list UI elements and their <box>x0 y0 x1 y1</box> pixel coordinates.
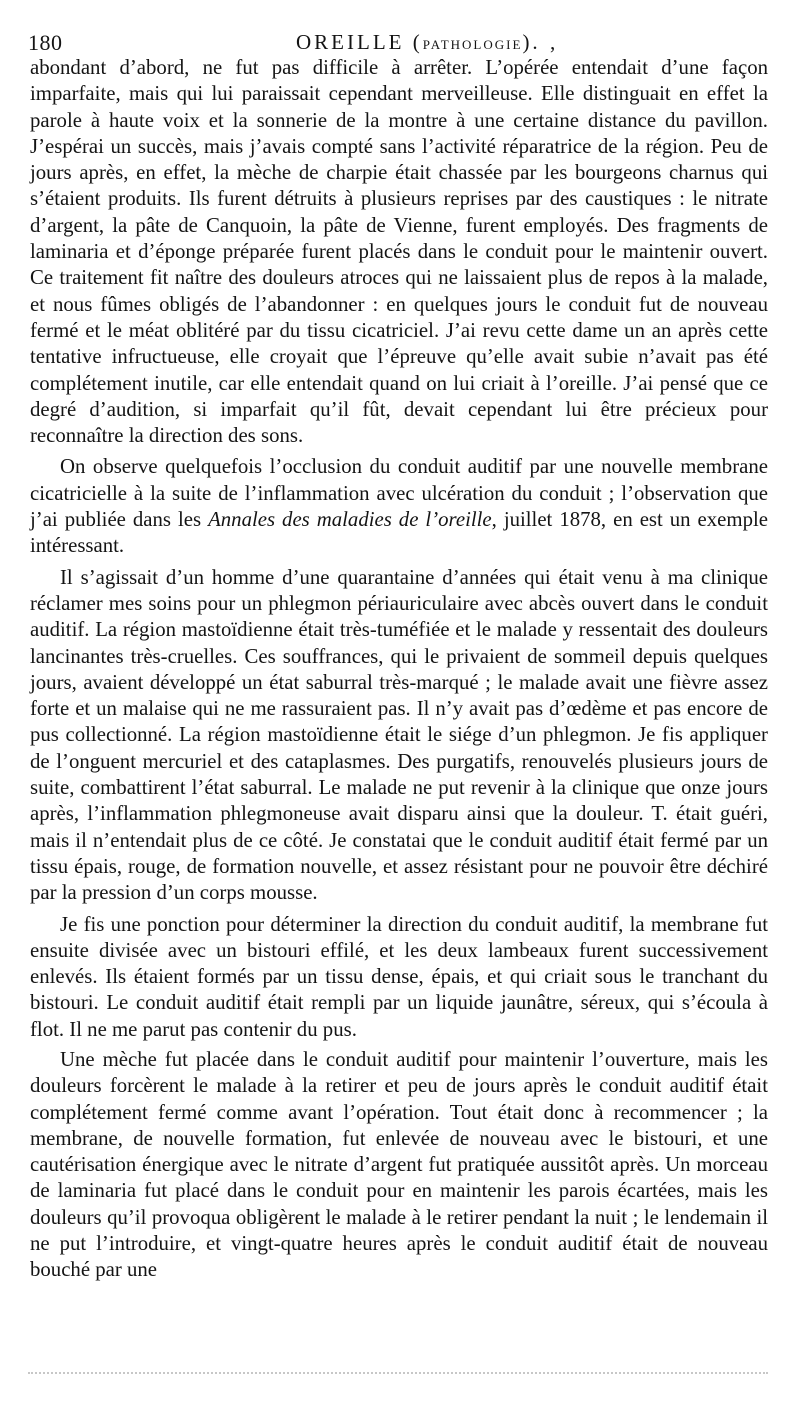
paragraph-case-report: Il s’agissait d’un homme d’une quarantaine d’années qui était venu à ma clinique réclamer mes soins pour un phlegmon périauriculaire avec abcès ouvert dans le conduit auditif. La région mastoïdienne était très-tuméfiée et le malade y ressentait des douleurs lancinantes très-cruelles. Ces souffrances, qui le privaient de sommeil depuis quelques jours, avaient développé un état saburral très-marqué ; le malade avait une fièvre assez forte et un malaise qui ne me rassuraient pas. Il n’y avait pas d’œdème et pas encore de pus collectionné. La région mastoïdienne était le siége d’un phlegmon. Je fis appliquer de l’onguent mercuriel et des cataplasmes. Des purgatifs, renouvelés plusieurs jours de suite, combattirent l’état saburral. Le malade ne put revenir à la clinique que onze jours après, l’inflammation phlegmoneuse avait disparu ainsi que la douleur. T. était guéri, mais il n’entendait plus de ce côté. Je constatai que le conduit auditif était fermé par un tissu épais, rouge, de formation nouvelle, et assez résistant pour ne pouvoir être déchiré par la pression d’un corps mousse. <box>30 565 768 905</box>
paragraph-wick: Une mèche fut placée dans le conduit auditif pour maintenir l’ouverture, mais les douleurs forcèrent le malade à la retirer et peu de jours après le conduit auditif était complétement fermé comme avant l’opération. Tout était donc à recommencer ; la membrane, de nouvelle formation, fut enlevée de nouveau avec le bistouri, et une cautérisation énergique avec le nitrate d’argent fut pratiquée aussitôt après. Un morceau de laminaria fut placé dans le conduit pour en maintenir les parois écartées, mais les douleurs qu’il provoqua obligèrent le malade à le retirer pendant la nuit ; le lendemain il ne put l’introduire, et vingt-quatre heures après le conduit auditif était de nouveau bouché par une <box>30 1047 768 1282</box>
paragraph-occlusion-end: , juillet 1878, en est un exemple intéressant. <box>30 508 768 558</box>
paragraph-occlusion-text: On observe quelquefois l’occlusion du conduit auditif par une nouvelle membrane cicatricielle à la suite de l’inflammation avec ulcération du conduit ; l’observation que j’ai publiée dans les <box>30 455 768 532</box>
page-number: 180 <box>28 30 63 55</box>
running-title-paren-open: ( <box>404 30 423 54</box>
paragraph-occlusion <box>30 454 768 559</box>
running-title-mark: ‚ <box>540 30 559 54</box>
running-title-paren-close: ). <box>522 30 541 54</box>
paragraph-puncture: Je fis une ponction pour déterminer la direction du conduit auditif, la membrane fut ensuite divisée avec un bistouri effilé, et les deux lambeaux furent successivement enlevés. Ils étaient formés par un tissu dense, épais, et qui criait sous le tranchant du bistouri. Le conduit auditif était rempli par un liquide jaunâtre, séreux, qui s’écoula à flot. Il ne me parut pas contenir du pus. <box>30 912 768 1041</box>
journal-title: Annales des maladies de l’oreille <box>208 508 492 532</box>
body-text <box>30 55 768 1284</box>
running-title-subtitle: PATHOLOGIE <box>422 37 523 52</box>
footer-rule <box>28 1372 768 1376</box>
paragraph-continuation: abondant d’abord, ne fut pas difficile à arrêter. L’opérée entendait d’une façon imparfaite, mais qui lui paraissait cependant merveilleuse. Elle distinguait en effet la parole à haute voix et la sonnerie de la montre à une certaine distance du pavillon. J’espérai un succès, mais j’avais compté sans l’activité réparatrice de la région. Peu de jours après, en effet, la mèche de charpie était chassée par les bourgeons charnus qui s’étaient produits. Ils furent détruits à plusieurs reprises par des caustiques : le nitrate d’argent, la pâte de Canquoin, la pâte de Vienne, furent employés. Des fragments de laminaria et d’éponge préparée furent placés dans le conduit pour le maintenir ouvert. Ce traitement fit naître des douleurs atroces qui ne laissaient plus de repos à la malade, et nous fûmes obligés de l’abandonner : en quelques jours le conduit fut de nouveau fermé et le méat oblitéré par du tissu cicatriciel. J’ai revu cette dame un an après cette tentative infructueuse, elle croyait que l’épreuve qu’elle avait subie n’avait pas été complétement inutile, car elle entendait quand on lui criait à l’oreille. J’ai pensé que ce degré d’audition, si imparfait qu’il fût, devait cependant lui être précieux pour reconnaître la direction des sons. <box>30 56 768 448</box>
running-title-main: OREILLE <box>296 30 405 54</box>
running-title <box>296 30 559 55</box>
